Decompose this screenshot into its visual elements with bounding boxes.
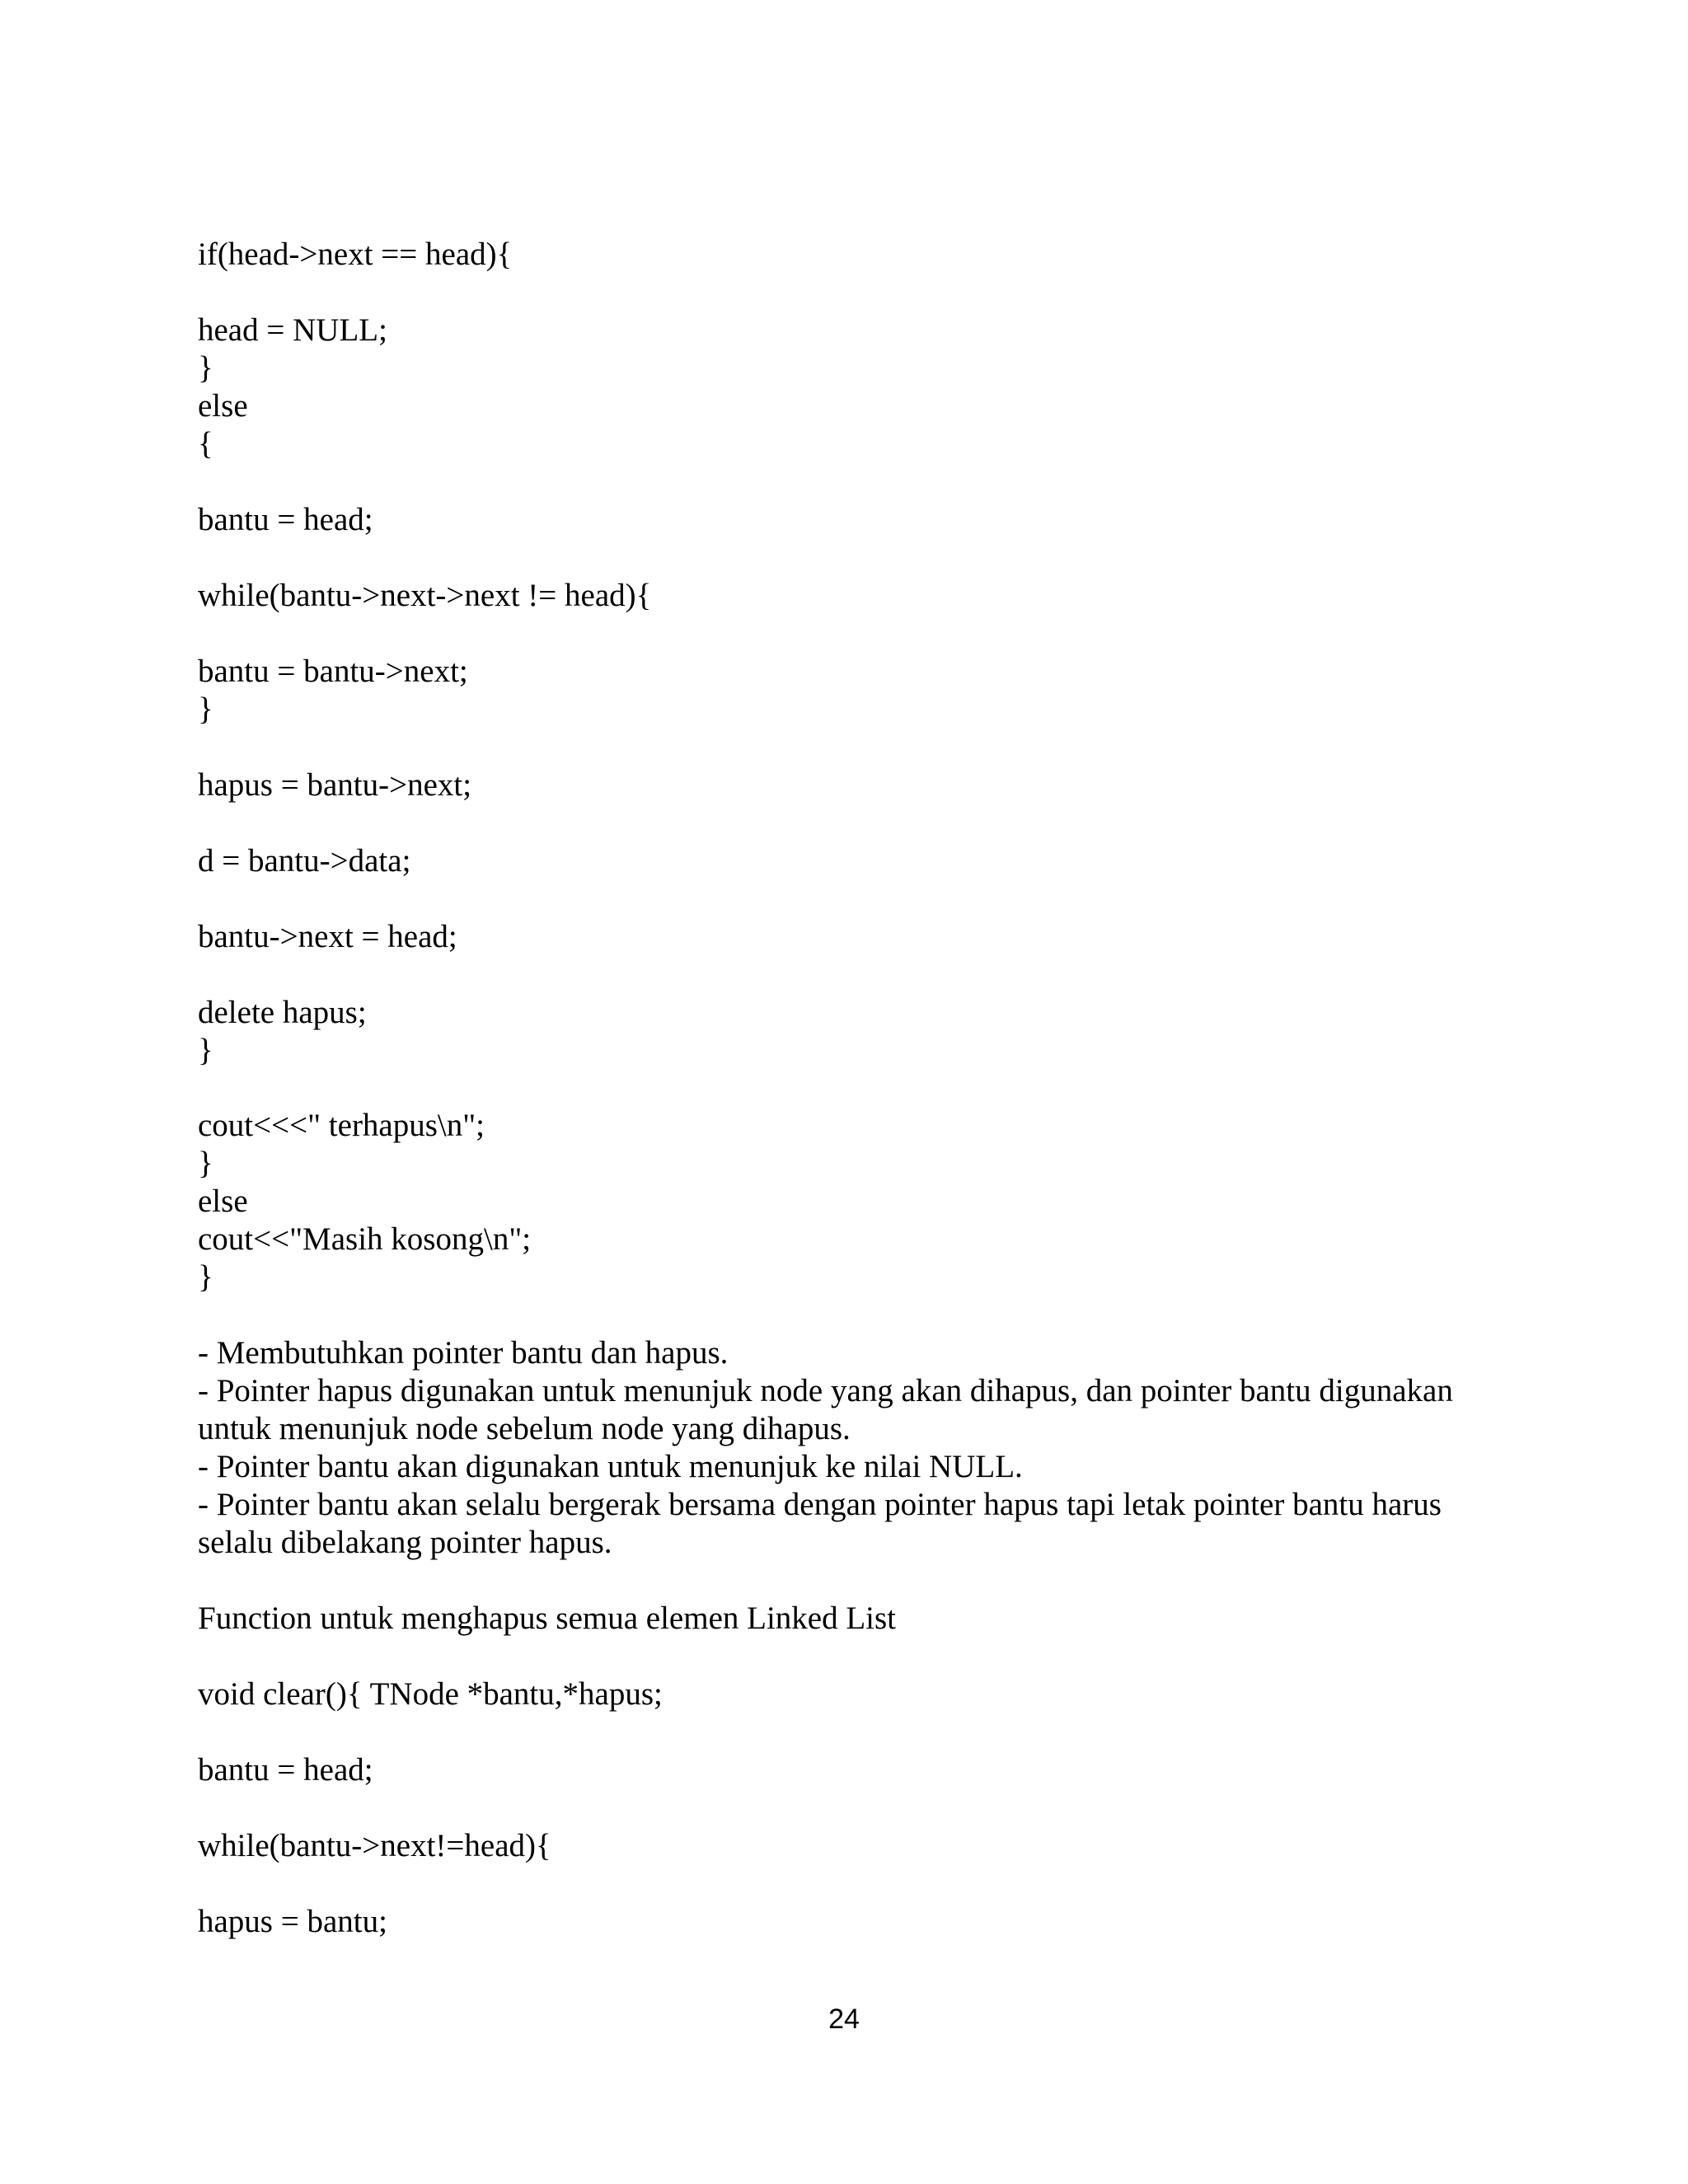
section-heading: Function untuk menghapus semua elemen Linked List (198, 1601, 897, 1636)
code-line: } (198, 1146, 213, 1181)
code-line: else (198, 388, 248, 424)
bullet-item: - Pointer bantu akan digunakan untuk menunjuk ke nilai NULL. (198, 1449, 1023, 1484)
bullet-item-continuation: selalu dibelakang pointer hapus. (198, 1525, 612, 1560)
bullet-item: - Pointer bantu akan selalu bergerak bersama dengan pointer hapus tapi letak pointer bantu harus (198, 1487, 1442, 1522)
code-line: cout<<"Masih kosong\n"; (198, 1221, 532, 1257)
code-line: bantu->next = head; (198, 919, 457, 954)
code-line: hapus = bantu; (198, 1904, 387, 1939)
code-line: else (198, 1183, 248, 1219)
code-line: void clear(){ TNode *bantu,*hapus; (198, 1676, 663, 1712)
code-line: if(head->next == head){ (198, 237, 513, 272)
bullet-item: - Membutuhkan pointer bantu dan hapus. (198, 1335, 729, 1371)
page-number: 24 (828, 2004, 860, 2035)
code-line: d = bantu->data; (198, 843, 411, 879)
code-line: delete hapus; (198, 995, 367, 1030)
code-line: while(bantu->next->next != head){ (198, 578, 652, 613)
code-line: } (198, 350, 213, 386)
code-line: hapus = bantu->next; (198, 767, 472, 803)
code-line: while(bantu->next!=head){ (198, 1828, 551, 1863)
bullet-item-continuation: untuk menunjuk node sebelum node yang dihapus. (198, 1411, 851, 1446)
code-line: } (198, 691, 213, 727)
code-line: } (198, 1033, 213, 1068)
code-line: { (198, 426, 213, 462)
code-line: bantu = bantu->next; (198, 654, 468, 689)
code-line: bantu = head; (198, 1752, 373, 1788)
bullet-item: - Pointer hapus digunakan untuk menunjuk node yang akan dihapus, dan pointer bantu digunakan (198, 1373, 1453, 1408)
code-line: head = NULL; (198, 312, 387, 348)
code-line: cout<<<" terhapus\n"; (198, 1108, 485, 1143)
code-line: } (198, 1259, 213, 1295)
code-line: bantu = head; (198, 502, 373, 537)
